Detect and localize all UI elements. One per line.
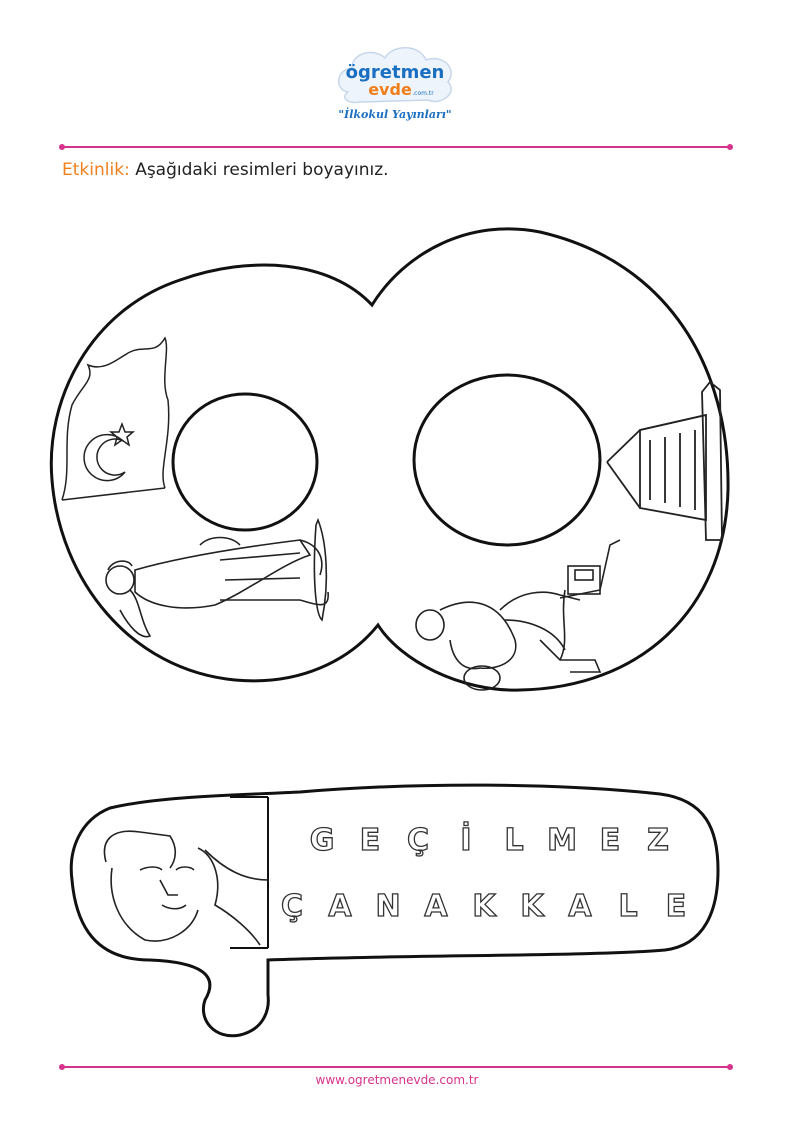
bottom-divider [62,1066,730,1068]
footer-url[interactable]: www.ogretmenevde.com.tr [315,1073,479,1087]
banner-letter: Ç [406,823,430,858]
eight-left-hole [173,394,317,530]
logo-tagline: "İlkokul Yayınları" [338,108,452,121]
banner-letter: A [424,889,448,924]
number-eight-outline [51,229,728,690]
banner-letter: N [375,889,401,924]
banner-letter: G [309,823,335,858]
logo-line1: ögretmen [345,62,445,83]
banner-letter: Ç [280,889,304,924]
instruction-label: Etkinlik: [62,160,130,180]
canakkale-monument-drawing [607,382,722,540]
ataturk-portrait-drawing [104,831,268,945]
banner-letter: K [520,889,544,924]
banner-letter: L [504,823,524,858]
woman-carrying-shell-drawing [416,540,620,690]
logo-line2: evde [368,80,412,99]
banner-letter: Z [647,823,669,858]
banner-letter: K [472,889,496,924]
instruction-text: Aşağıdaki resimleri boyayınız. [135,160,389,180]
soldier-drawing [106,520,328,637]
banner-letter: A [328,889,352,924]
banner-letter: İ [460,823,472,858]
banner-letter: M [547,823,577,858]
banner-letter: E [359,823,381,858]
banner-letter: L [618,889,638,924]
banner-letter: E [665,889,687,924]
eight-right-hole [414,375,600,545]
banner-letter: A [568,889,592,924]
logo-domain: .com.tr [412,90,434,97]
banner-letter: E [599,823,621,858]
